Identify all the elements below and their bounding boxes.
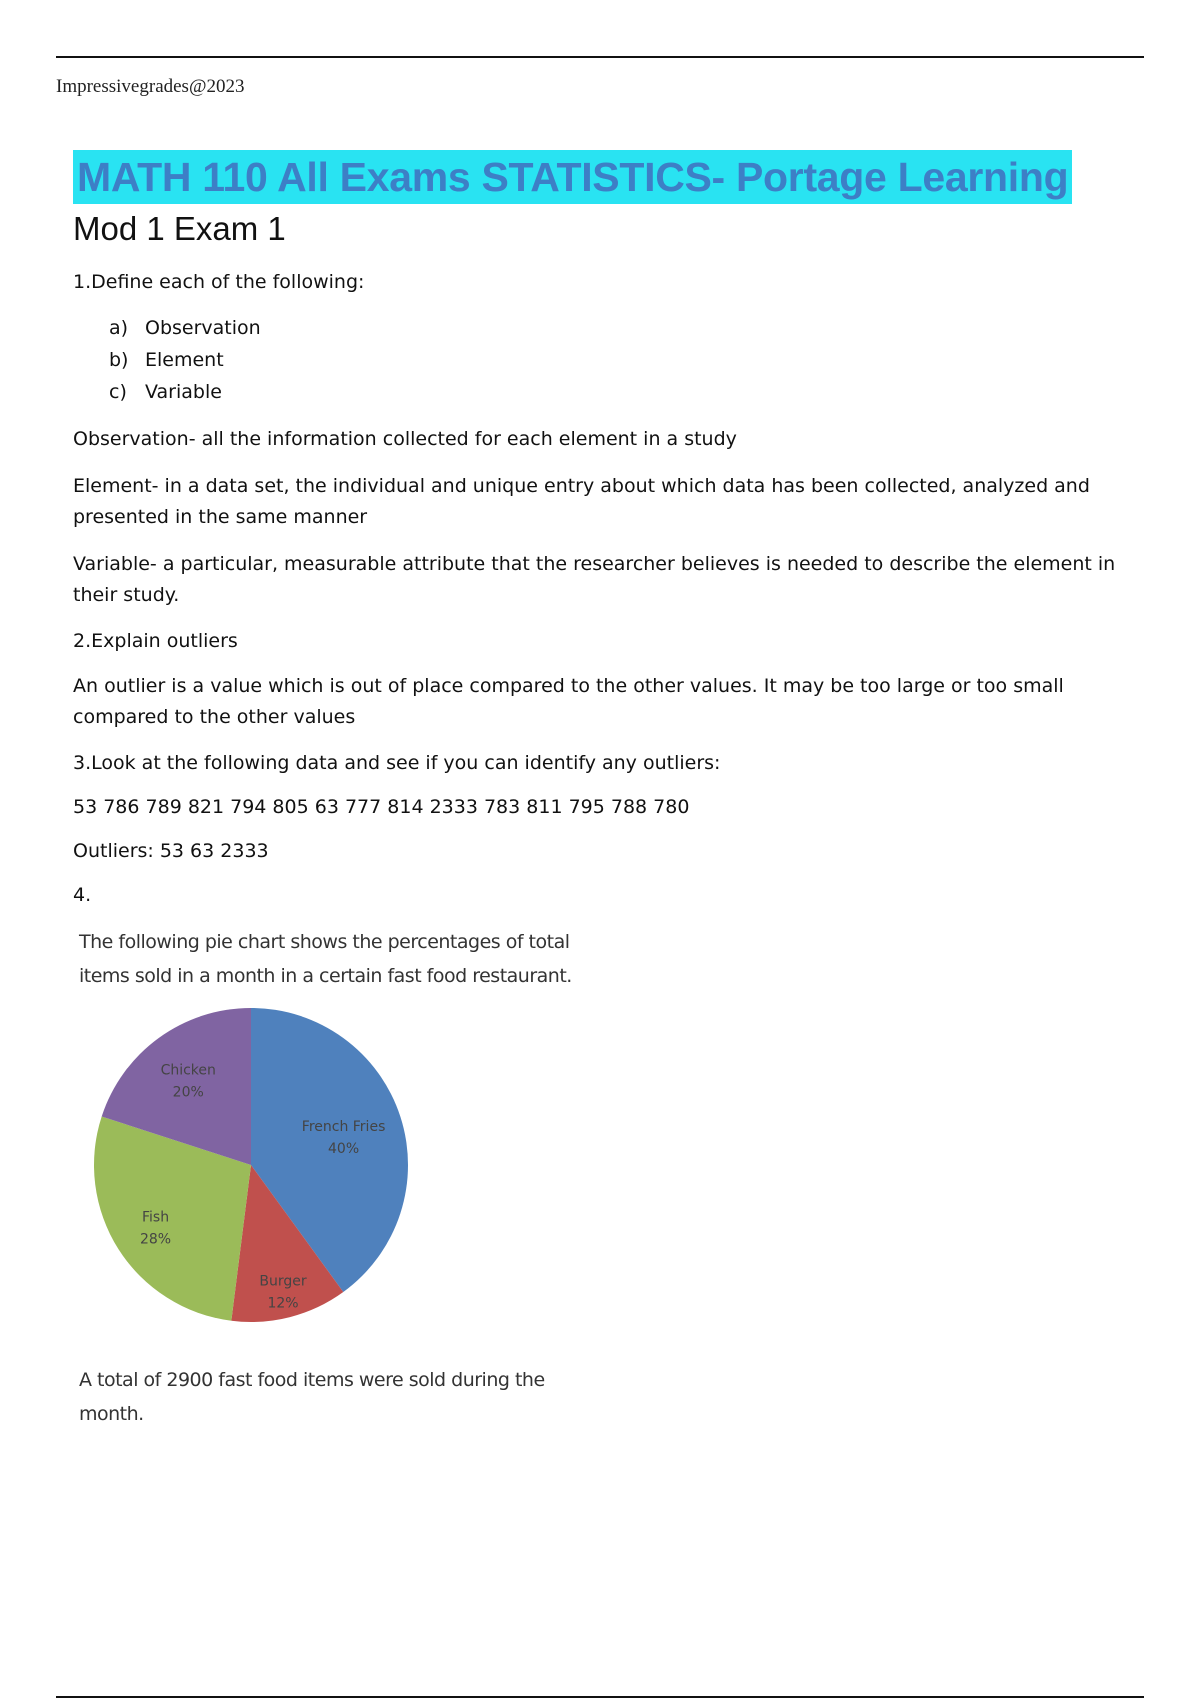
pie-label-category: Burger bbox=[259, 1273, 307, 1290]
pie-label-category: French Fries bbox=[301, 1118, 386, 1135]
exam-title: Mod 1 Exam 1 bbox=[73, 210, 286, 247]
document-body bbox=[73, 150, 1148, 1431]
answer-outlier-values: Outliers: 53 63 2333 bbox=[73, 840, 269, 862]
pie-label-category: Fish bbox=[142, 1209, 170, 1226]
chart-caption: The following pie chart shows the percentages of total items sold in a month in a certain fast food restaurant. bbox=[79, 931, 572, 987]
question-1-prompt: 1.Define each of the following: bbox=[73, 271, 365, 293]
top-rule bbox=[56, 56, 1144, 58]
pie-label-percent: 20% bbox=[172, 1084, 204, 1101]
list-item: a) Observation bbox=[109, 317, 261, 339]
pie-chart-svg bbox=[73, 1007, 593, 1337]
question-4-prompt: 4. bbox=[73, 884, 92, 906]
list-item: c) Variable bbox=[109, 381, 222, 403]
page-title: MATH 110 All Exams STATISTICS- Portage Learning bbox=[73, 150, 1072, 204]
watermark-header: Impressivegrades@2023 bbox=[56, 76, 245, 97]
pie-chart bbox=[73, 1007, 593, 1337]
answer-element: Element- in a data set, the individual and unique entry about which data has been collected, analyzed and presented in the same manner bbox=[73, 475, 1090, 528]
chart-footer: A total of 2900 fast food items were sold during the month. bbox=[79, 1369, 545, 1425]
data-values: 53 786 789 821 794 805 63 777 814 2333 783 811 795 788 780 bbox=[73, 796, 690, 818]
answer-observation: Observation- all the information collected for each element in a study bbox=[73, 428, 737, 450]
pie-label-percent: 40% bbox=[328, 1140, 360, 1157]
pie-label-percent: 12% bbox=[267, 1295, 299, 1312]
pie-label-category: Chicken bbox=[160, 1062, 216, 1079]
answer-outliers: An outlier is a value which is out of place compared to the other values. It may be too large or too small compared to the other values bbox=[73, 675, 1064, 728]
bottom-rule bbox=[56, 1696, 1144, 1698]
question-2-prompt: 2.Explain outliers bbox=[73, 630, 238, 652]
question-3-prompt: 3.Look at the following data and see if you can identify any outliers: bbox=[73, 752, 721, 774]
list-item: b) Element bbox=[109, 349, 224, 371]
definition-list bbox=[109, 312, 1148, 408]
answer-variable: Variable- a particular, measurable attribute that the researcher believes is needed to describe the element in their study. bbox=[73, 553, 1116, 606]
pie-label-percent: 28% bbox=[139, 1231, 172, 1248]
